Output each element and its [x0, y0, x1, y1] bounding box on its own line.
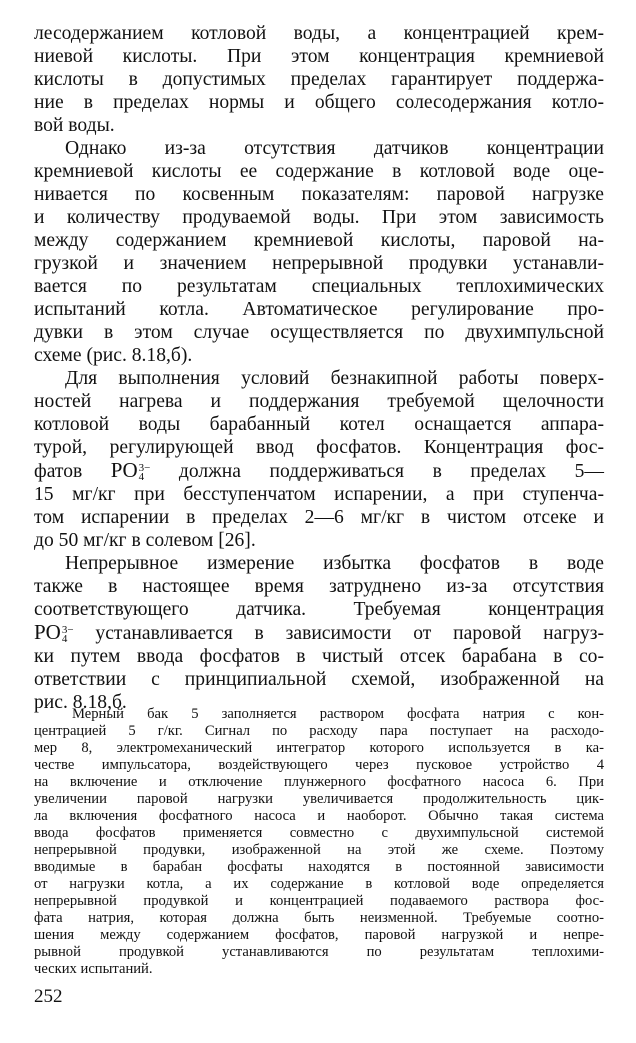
text-line: дувки в этом случае осуществляется по двухимпульсной	[34, 322, 604, 343]
formula-subscript: 4	[61, 632, 68, 645]
main-text	[34, 22, 604, 714]
text-line: также в настоящее время затруднено из-за отсутствия	[34, 576, 604, 597]
text-line: Однако из-за отсутствия датчиков концентрации	[65, 138, 604, 159]
paragraph-1	[34, 22, 604, 137]
text-line: ки путем ввода фосфатов в чистый отсек барабана в со-	[34, 646, 604, 667]
text-line: лесодержанием котловой воды, а концентрацией крем-	[34, 23, 604, 44]
text-line: мер 8, электромеханический интегратор которого используется в ка-	[34, 740, 604, 756]
text-line: фата натрия, которая должна быть неизменной. Требуемые соотно-	[34, 910, 604, 926]
text-line: ностей нагрева и поддержания требуемой щелочности	[34, 391, 604, 412]
text-line: вой воды.	[34, 115, 115, 136]
text-line: честве импульсатора, воздействующего через пусковое устройство 4	[34, 757, 604, 773]
text-line: ниевой кислоты. При этом концентрация кремниевой	[34, 46, 604, 67]
text-line: рис. 8.18,б.	[34, 692, 127, 713]
text-fragment: устанавливается в зависимости от паровой нагруз-	[95, 623, 604, 644]
paragraph-3	[34, 367, 604, 552]
formula-base: PO	[34, 620, 61, 644]
page-number: 252	[34, 986, 63, 1007]
text-line: Непрерывное измерение избытка фосфатов в воде	[65, 553, 604, 574]
text-line: котловой воды барабанный котел оснащается аппара-	[34, 414, 604, 435]
text-line: нивается по косвенным показателям: паровой нагрузке	[34, 184, 604, 205]
paragraph-2	[34, 137, 604, 367]
text-line: увеличении паровой нагрузки увеличивается продолжительность цик-	[34, 791, 604, 807]
paragraph-4	[34, 552, 604, 714]
text-line: непрерывной продувки, изображенной на этой же схеме. Поэтому	[34, 842, 604, 858]
text-line: кремниевой кислоты ее содержание в котловой воде оце-	[34, 161, 604, 182]
text-line: от нагрузки котла, а их содержание в котловой воде определяется	[34, 876, 604, 892]
text-line: вается по результатам специальных теплохимических	[34, 276, 604, 297]
formula-base: PO	[110, 458, 138, 482]
text-line: шения между содержанием фосфатов, паровой нагрузкой и непре-	[34, 927, 604, 943]
text-fragment: должна поддерживаться в пределах 5—	[178, 461, 604, 482]
text-line: центрацией 5 г/кг. Сигнал по расходу пара поступает на расходо-	[34, 723, 604, 739]
text-line: ла включения фосфатного насоса и наоборот. Обычно такая система	[34, 808, 604, 824]
small-print-paragraph	[34, 706, 604, 978]
text-line: до 50 мг/кг в солевом [26].	[34, 530, 256, 551]
text-line: схеме (рис. 8.18,б).	[34, 345, 193, 366]
text-line: грузкой и значением непрерывной продувки устанавли-	[34, 253, 604, 274]
phosphate-formula	[110, 458, 151, 483]
text-line: и количеству продуваемой воды. При этом зависимость	[34, 207, 604, 228]
formula-indices	[138, 461, 151, 483]
text-line: рывной продувкой устанавливаются по результатам теплохими-	[34, 944, 604, 960]
text-line: непрерывной продувкой и концентрацией подаваемого раствора фос-	[34, 893, 604, 909]
text-line-with-formula	[34, 459, 604, 483]
text-line: на включение и отключение плунжерного фосфатного насоса 6. При	[34, 774, 604, 790]
phosphate-formula	[34, 620, 74, 645]
text-line: ответствии с принципиальной схемой, изображенной на	[34, 669, 604, 690]
text-line: ввода фосфатов применяется совместно с двухимпульсной системой	[34, 825, 604, 841]
text-line: вводимые в барабан фосфаты находятся в постоянной зависимости	[34, 859, 604, 875]
formula-charge: 3−	[138, 461, 151, 474]
text-line: между содержанием кремниевой кислоты, паровой на-	[34, 230, 604, 251]
text-line: том испарении в пределах 2—6 мг/кг в чистом отсеке и	[34, 507, 604, 528]
text-line: ние в пределах нормы и общего солесодержания котло-	[34, 92, 604, 113]
formula-indices	[61, 623, 74, 645]
formula-charge: 3−	[61, 623, 74, 636]
text-fragment: фатов	[34, 461, 83, 482]
text-line-with-formula	[34, 621, 604, 645]
text-line: испытаний котла. Автоматическое регулирование про-	[34, 299, 604, 320]
text-line: соответствующего датчика. Требуемая концентрация	[34, 599, 604, 620]
text-line: 15 мг/кг при бесступенчатом испарении, а при ступенча-	[34, 484, 604, 505]
text-line: турой, регулирующей ввод фосфатов. Концентрация фос-	[34, 437, 604, 458]
text-line: ческих испытаний.	[34, 961, 153, 977]
text-line: кислоты в допустимых пределах гарантирует поддержа-	[34, 69, 604, 90]
text-line: Мерный бак 5 заполняется раствором фосфата натрия с кон-	[72, 706, 604, 722]
text-line: Для выполнения условий безнакипной работы поверх-	[65, 368, 604, 389]
formula-subscript: 4	[138, 470, 145, 483]
